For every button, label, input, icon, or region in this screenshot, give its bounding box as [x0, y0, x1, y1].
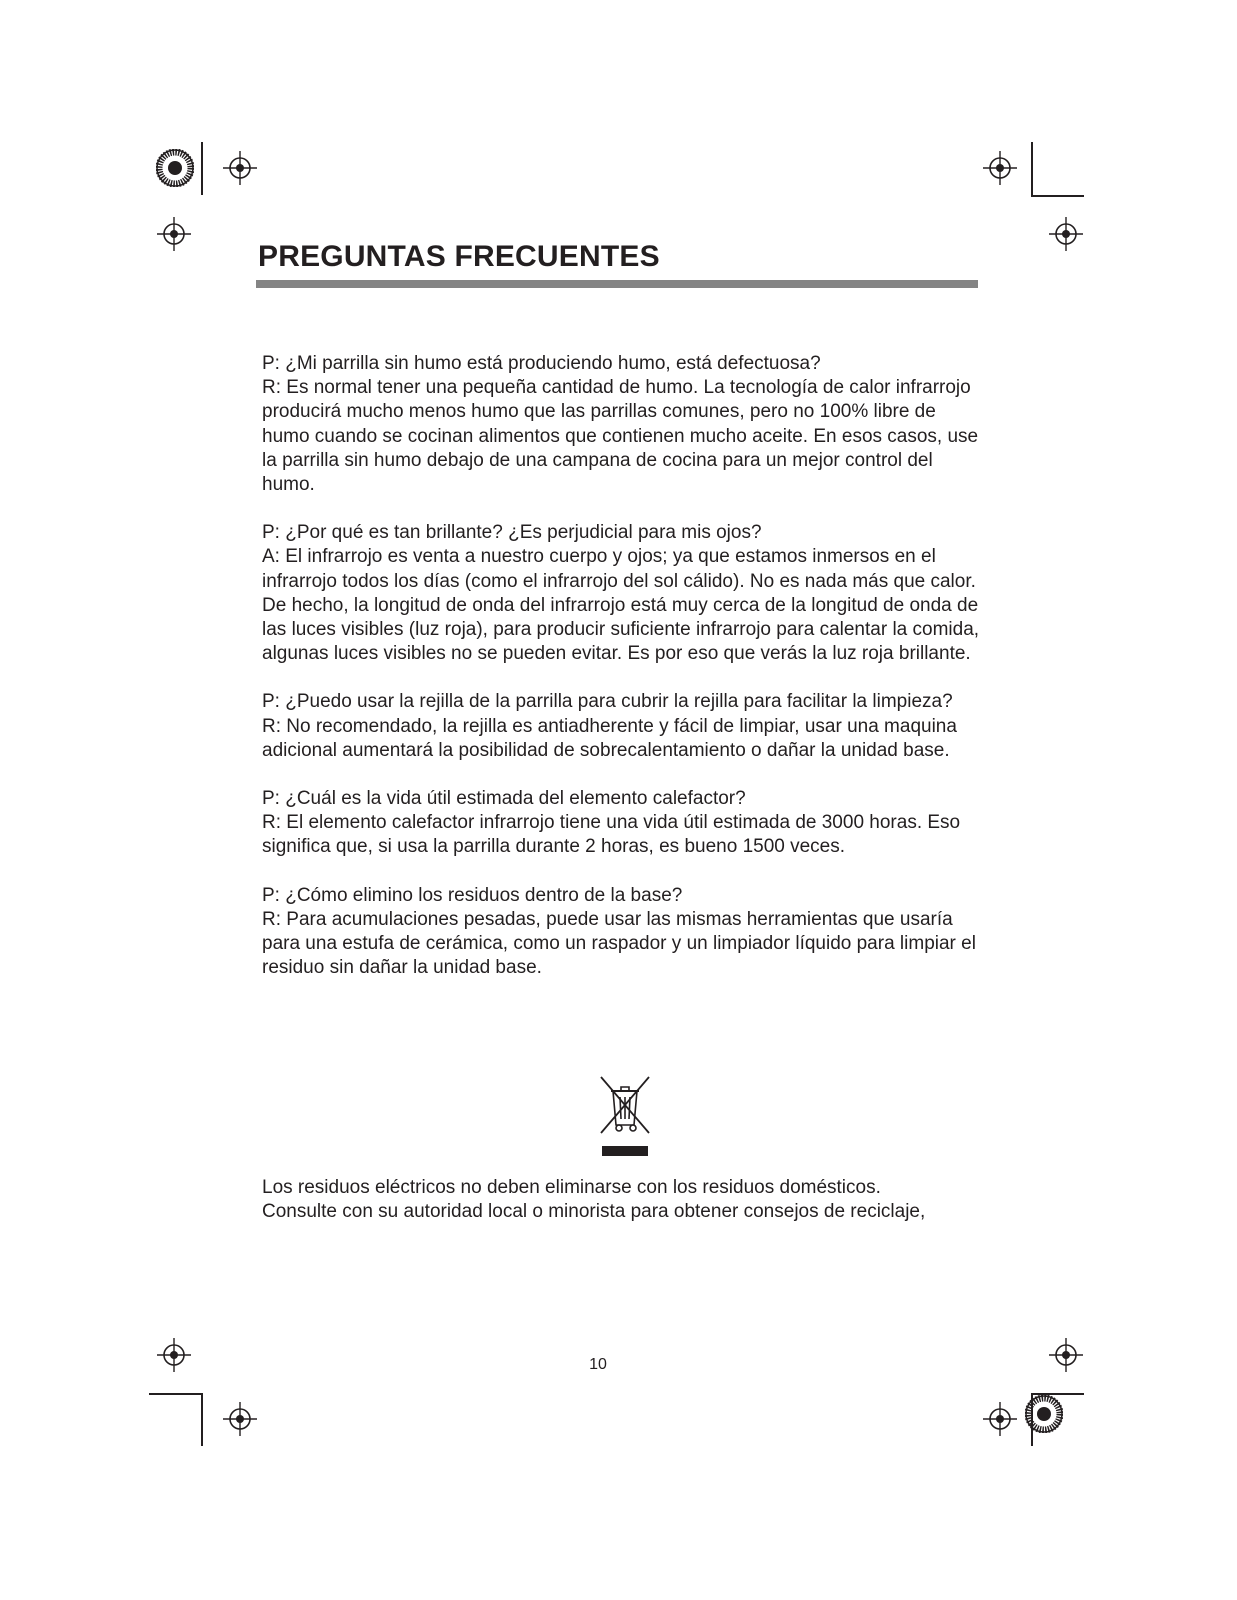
crop-line	[201, 1393, 203, 1446]
page-number: 10	[589, 1356, 607, 1373]
faq-item	[262, 787, 982, 860]
faq-question: P: ¿Cómo elimino los residuos dentro de la base?	[262, 884, 683, 906]
crosshair-target-icon	[223, 1402, 257, 1436]
faq-list	[262, 352, 982, 1004]
crop-line	[1031, 1393, 1033, 1446]
faq-item	[262, 884, 982, 981]
crossed-out-wheelie-bin-icon	[597, 1073, 653, 1159]
crop-line	[201, 142, 203, 195]
disposal-note	[262, 1176, 982, 1224]
crosshair-target-icon	[983, 1402, 1017, 1436]
faq-answer: R: Para acumulaciones pesadas, puede usar las mismas herramientas que usaría para una estufa de cerámica, como un raspador y un limpiador líquido para limpiar el residuo sin dañar la unidad base.	[262, 908, 976, 979]
crosshair-target-icon	[157, 217, 191, 251]
faq-answer: R: El elemento calefactor infrarrojo tiene una vida útil estimada de 3000 horas. Eso significa que, si usa la parrilla durante 2 horas, es bueno 1500 veces.	[262, 812, 961, 858]
faq-item	[262, 352, 982, 497]
registration-mark-icon	[156, 149, 194, 187]
faq-question: P: ¿Puedo usar la rejilla de la parrilla para cubrir la rejilla para facilitar la limpieza?	[262, 691, 953, 713]
crop-line	[149, 1393, 202, 1395]
faq-item	[262, 690, 982, 763]
crop-line	[1031, 1393, 1084, 1395]
title-underline	[256, 280, 978, 288]
page-title: PREGUNTAS FRECUENTES	[258, 240, 660, 273]
faq-question: P: ¿Cuál es la vida útil estimada del elemento calefactor?	[262, 788, 746, 810]
crop-line	[1031, 195, 1084, 197]
disposal-line: Los residuos eléctricos no deben eliminarse con los residuos domésticos.	[262, 1177, 881, 1198]
faq-question: P: ¿Por qué es tan brillante? ¿Es perjudicial para mis ojos?	[262, 522, 762, 544]
crosshair-target-icon	[223, 151, 257, 185]
crosshair-target-icon	[983, 151, 1017, 185]
disposal-line: Consulte con su autoridad local o minorista para obtener consejos de reciclaje,	[262, 1201, 926, 1223]
faq-item	[262, 521, 982, 666]
faq-answer: R: Es normal tener una pequeña cantidad de humo. La tecnología de calor infrarrojo producirá mucho menos humo que las parrillas comunes, pero no 100% libre de humo cuando se cocinan alimentos que contienen mucho aceite. En esos casos, use la parrilla sin humo debajo de una campana de cocina para un mejor control del humo.	[262, 377, 979, 496]
faq-answer: A: El infrarrojo es venta a nuestro cuerpo y ojos; ya que estamos inmersos en el infrarrojo todos los días (como el infrarrojo del sol cálido). No es nada más que calor. De hecho, la longitud de onda del infrarrojo está muy cerca de la longitud de onda de las luces visibles (luz roja), para producir suficiente infrarrojo para calentar la comida, algunas luces visibles no se pueden evitar. Es por eso que verás la luz roja brillante.	[262, 546, 980, 665]
faq-answer: R: No recomendado, la rejilla es antiadherente y fácil de limpiar, usar una maquina adicional aumentará la posibilidad de sobrecalentamiento o dañar la unidad base.	[262, 715, 957, 761]
crosshair-target-icon	[1049, 217, 1083, 251]
crop-line	[1031, 142, 1033, 195]
faq-question: P: ¿Mi parrilla sin humo está produciendo humo, está defectuosa?	[262, 353, 821, 374]
